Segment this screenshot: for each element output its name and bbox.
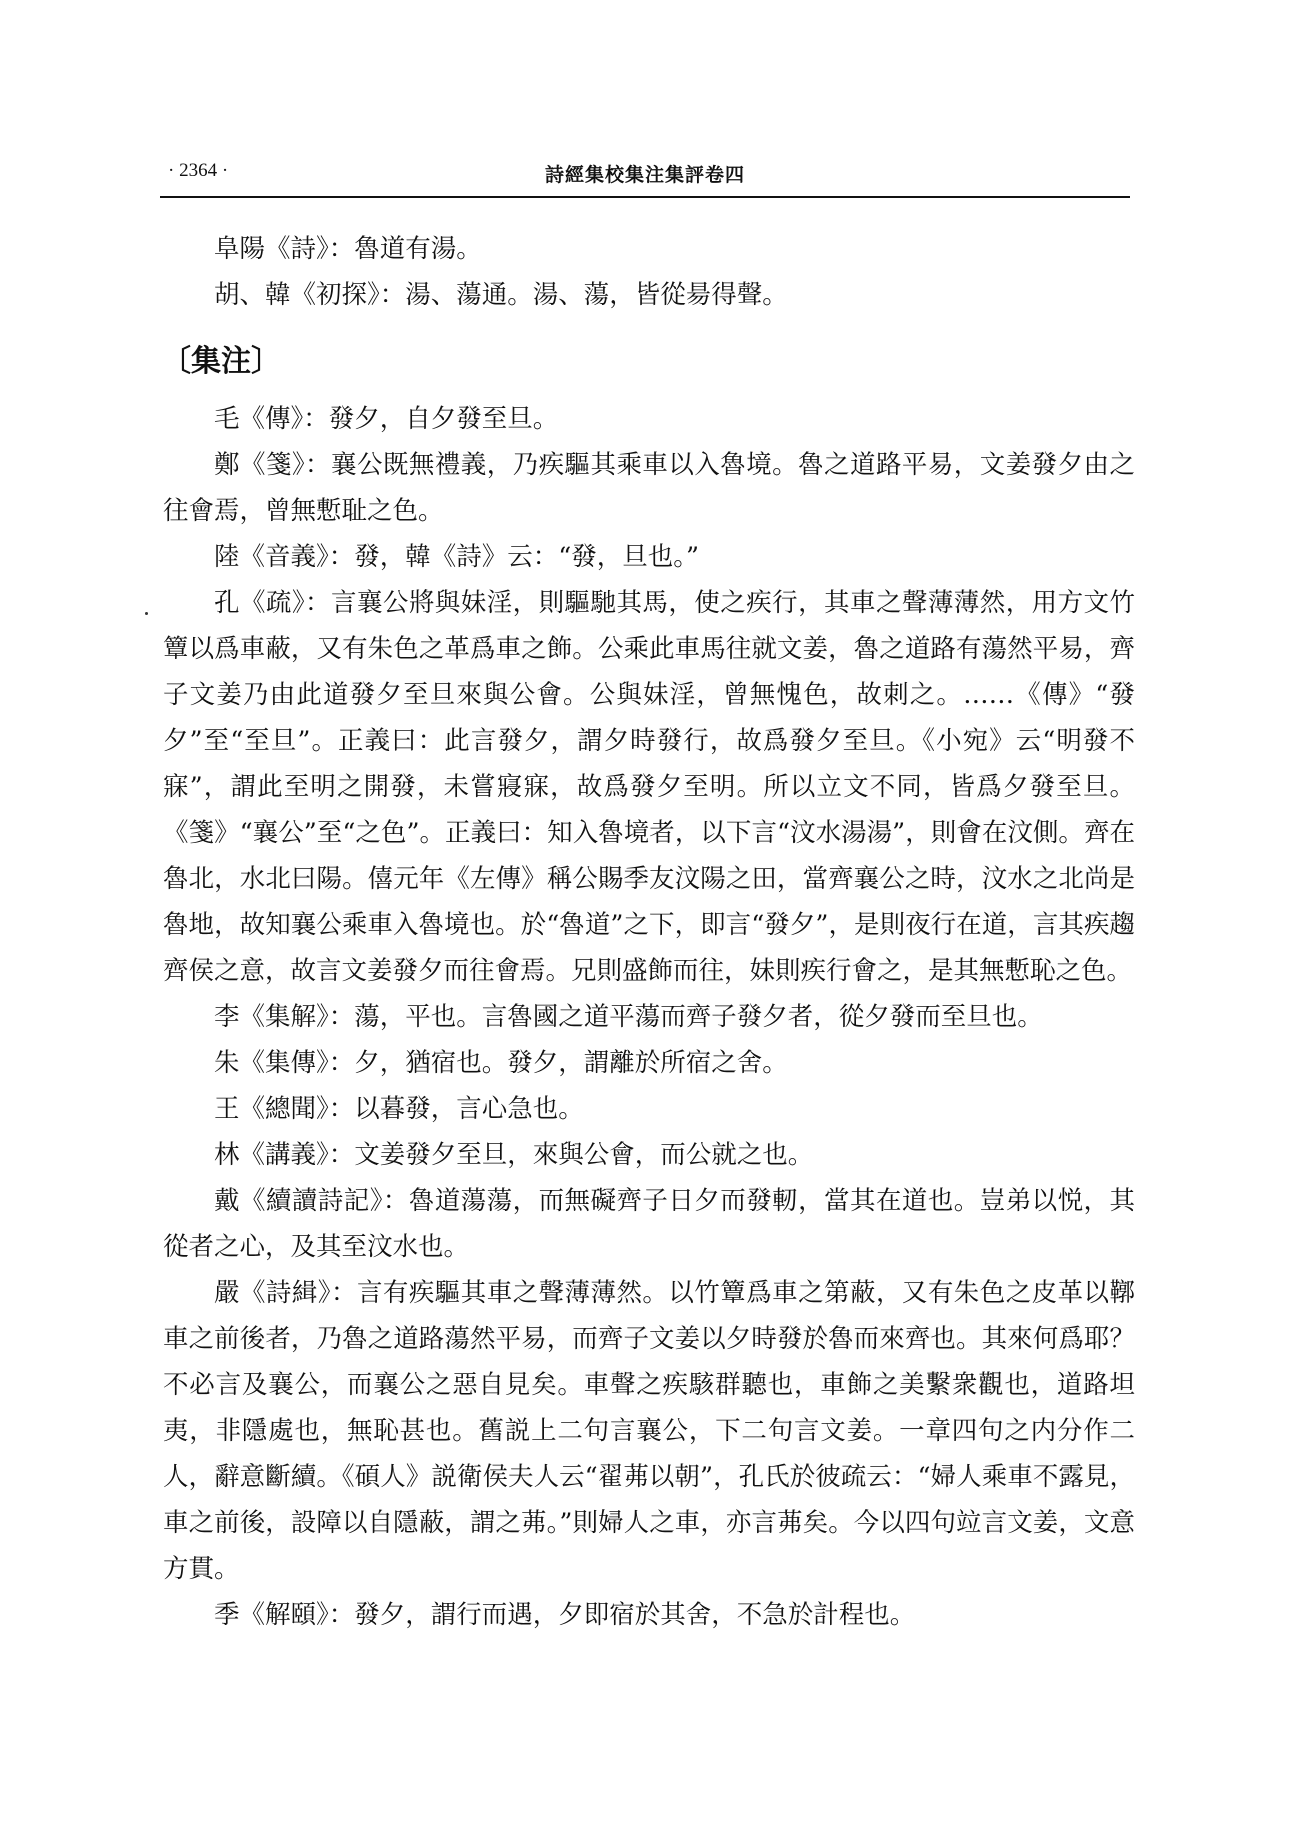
commentary-paragraph: 王《總聞》：以暮發，言心急也。 [214,1094,584,1124]
running-title: 詩經集校集注集評卷四 [544,164,745,186]
intro-paragraph: 阜陽《詩》：魯道有湯。 [214,234,482,264]
commentary-paragraph: 林《講義》：文姜發夕至旦，來與公會，而公就之也。 [214,1140,814,1170]
section-heading: 〔集注〕 [161,344,281,379]
commentary-paragraph: 鄭《箋》：襄公既無禮義，乃疾驅其乘車以入魯境。魯之道路平易，文姜發夕由之往會焉，曾無慙耻之色。 [163,450,1135,526]
commentary-paragraph: 孔《疏》：言襄公將與妹淫，則驅馳其馬，使之疾行，其車之聲薄薄然，用方文竹簟以爲車蔽，又有朱色之革爲車之飾。公乘此車馬往就文姜，魯之道路有蕩然平易，齊子文姜乃由此道發夕至旦來與公會。公與妹淫，曾無愧色，故刺之。……《傳》“發夕”至“至旦”。正義曰：此言發夕，謂夕時發行，故爲發夕至旦。《小宛》云“明發不寐”，謂此至明之開發，未嘗寢寐，故爲發夕至明。所以立文不同，皆爲夕發至旦。《箋》“襄公”至“之色”。正義曰：知入魯境者，以下言“汶水湯湯”，則會在汶側。齊在魯北，水北曰陽。僖元年《左傳》稱公賜季友汶陽之田，當齊襄公之時，汶水之北尚是魯地，故知襄公乘車入魯境也。於“魯道”之下，即言“發夕”，是則夜行在道，言其疾趨齊侯之意，故言文姜發夕而往會焉。兄則盛飾而往，妹則疾行會之，是其無慙恥之色。 [163,588,1135,986]
commentary-paragraph: 陸《音義》：發，韓《詩》云：“發，旦也。” [214,542,700,572]
commentary-paragraph: 嚴《詩緝》：言有疾驅其車之聲薄薄然。以竹簟爲車之第蔽，又有朱色之皮革以鞹車之前後者，乃魯之道路蕩然平易，而齊子文姜以夕時發於魯而來齊也。其來何爲耶？不必言及襄公，而襄公之惡自見矣。車聲之疾駭群聽也，車飾之美繫衆觀也，道路坦夷，非隱處也，無恥甚也。舊説上二句言襄公，下二句言文姜。一章四句之内分作二人，辭意斷續。《碩人》説衛侯夫人云“翟茀以朝”，孔氏於彼疏云：“婦人乘車不露見，車之前後，設障以自隱蔽，謂之茀。”則婦人之車，亦言茀矣。今以四句竝言文姜，文意方貫。 [163,1278,1135,1584]
header-rule [160,196,1130,198]
commentary-paragraph: 朱《集傳》：夕，猶宿也。發夕，謂離於所宿之舍。 [214,1048,788,1078]
page-number: · 2364 · [168,160,229,181]
commentary-paragraph: 毛《傳》：發夕，自夕發至旦。 [214,404,559,434]
intro-paragraph: 胡、韓《初探》：湯、蕩通。湯、蕩，皆從昜得聲。 [214,280,788,310]
commentary-paragraph: 李《集解》：蕩，平也。言魯國之道平蕩而齊子發夕者，從夕發而至旦也。 [214,1002,1043,1032]
scan-speck [145,612,148,615]
page-header [160,160,1130,190]
page-body [163,226,1135,1638]
commentary-paragraph: 季《解頤》：發夕，謂行而遇，夕即宿於其舍，不急於計程也。 [214,1600,916,1630]
commentary-paragraph: 戴《續讀詩記》：魯道蕩蕩，而無礙齊子日夕而發軔，當其在道也。豈弟以悦，其從者之心，及其至汶水也。 [163,1186,1135,1262]
